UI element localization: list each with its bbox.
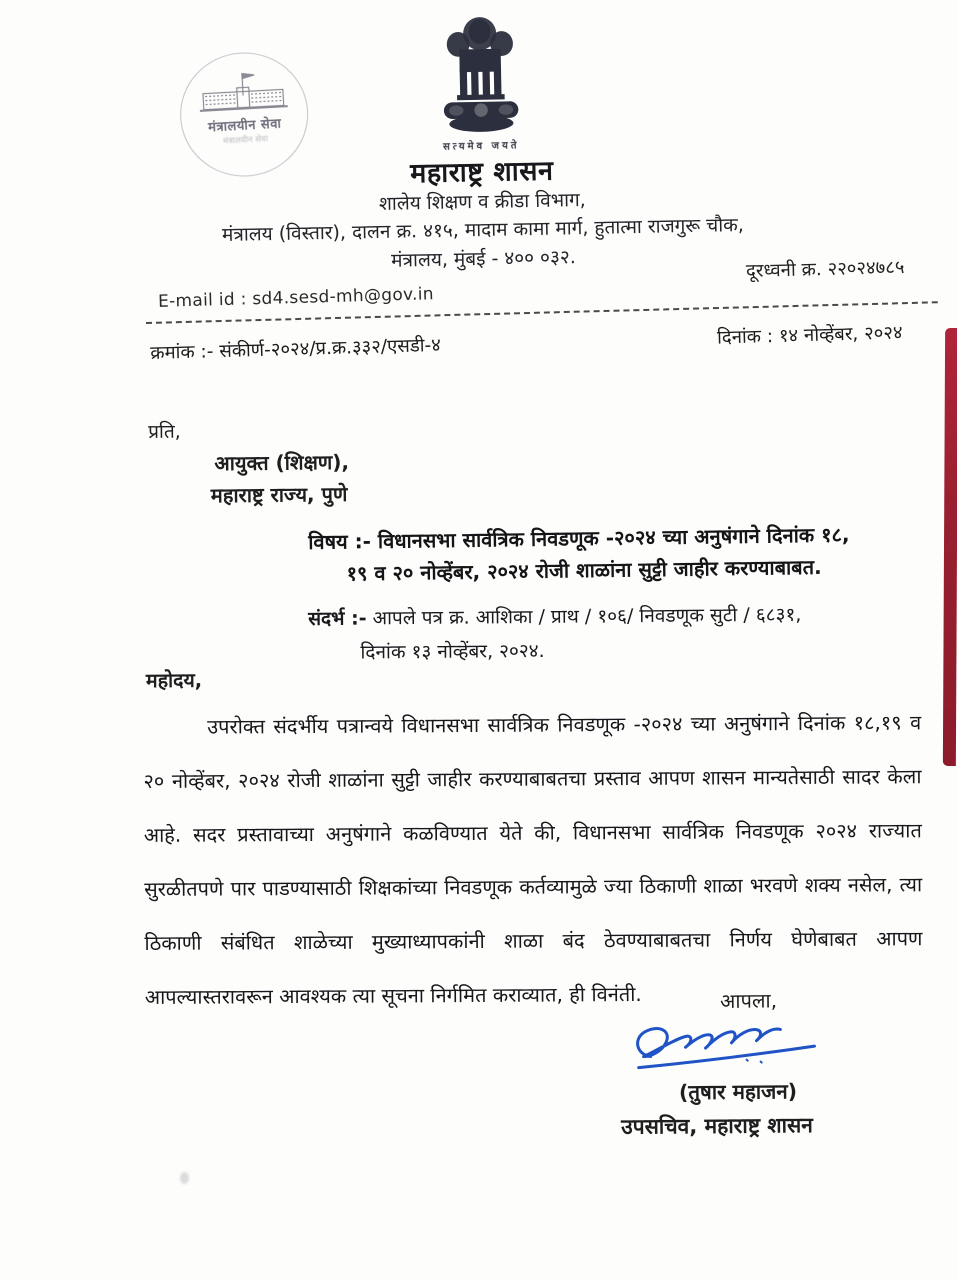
ashoka-lion-capital-icon — [427, 13, 533, 137]
scan-artifact — [180, 1172, 189, 1184]
subject-line-2: १९ व २० नोव्हेंबर, २०२४ रोजी शाळांना सुट्टी जाहीर करण्याबाबत. — [346, 554, 822, 586]
address-line-2: मंत्रालय, मुंबई - ४०० ०३२. — [390, 246, 576, 272]
signatory-title: उपसचिव, महाराष्ट्र शासन — [621, 1113, 814, 1139]
body-line: आपल्यास्तरावरून आवश्यक त्या सूचना निर्गमित कराव्यात, ही विनंती. — [144, 981, 642, 1009]
subject-line-1: विषय :- विधानसभा सार्वत्रिक निवडणूक -२०२४ च्या अनुषंगाने दिनांक १८, — [308, 522, 850, 554]
subject-label: विषय :- — [308, 529, 372, 554]
signatory-name: (तुषार महाजन) — [678, 1079, 798, 1105]
emblem-motto: सत्यमेव जयते — [443, 140, 520, 153]
recipient-line-1: आयुक्त (शिक्षण), — [214, 449, 350, 476]
recipient-block — [148, 416, 350, 509]
email-id: E-mail id : sd4.sesd-mh@gov.in — [157, 284, 435, 312]
reference-line-1: संदर्भ :- आपले पत्र क्र. आशिका / प्राथ / १०६/ निवडणूक सुटी / ६८३१, — [308, 603, 802, 630]
signature-ink — [628, 1019, 829, 1083]
recipient-line-2: महाराष्ट्र राज्य, पुणे — [210, 481, 348, 508]
government-title: महाराष्ट्र शासन — [409, 155, 554, 190]
stamp-label-echo: मंत्रालयीन सेवा — [222, 134, 269, 147]
closing-block — [600, 985, 921, 1141]
reference-block — [308, 597, 909, 670]
national-emblem — [0, 5, 957, 161]
body-line: २० नोव्हेंबर, २०२४ रोजी शाळांना सुट्टी जाहीर करण्याबाबतचा प्रस्ताव आपण शासन मान्यतेसाठी सादर केला — [143, 764, 922, 793]
red-edge-strip — [943, 328, 957, 766]
body-line: ठिकाणी संबंधित शाळेच्या मुख्याध्यापकांनी शाळा बंद ठेवण्याबाबतचा निर्णय घेणेबाबत आपण — [144, 926, 923, 955]
body-line: उपरोक्त संदर्भीय पत्रान्वये विधानसभा सार्वत्रिक निवडणूक -२०२४ च्या अनुषंगाने दिनांक १८,१९ व — [207, 710, 922, 739]
body-line: आहे. सदर प्रस्तावाच्या अनुषंगाने कळविण्यात येते की, विधानसभा सार्वत्रिक निवडणूक २०२४ राज्यात — [143, 818, 922, 847]
body-salutation: महोदय, — [145, 668, 203, 693]
body-line: सुरळीतपणे पार पाडण्यासाठी शिक्षकांच्या निवडणूक कर्तव्यामुळे ज्या ठिकाणी शाळा भरवणे शक्य नसेल, त्या — [144, 872, 923, 901]
recipient-salutation: प्रति, — [148, 420, 181, 443]
department-name: शालेय शिक्षण व क्रीडा विभाग, — [378, 188, 586, 215]
reference-label: संदर्भ :- — [308, 607, 367, 630]
letter-body — [143, 695, 923, 1024]
stamp-label: मंत्रालयीन सेवा — [207, 116, 282, 136]
subject-block — [308, 517, 919, 590]
phone-number: दूरध्वनी क्र. २२०२४७८५ — [746, 257, 906, 282]
letter-reference-number: क्रमांक :- संकीर्ण-२०२४/प्र.क्र.३३२/एसडी-४ — [150, 334, 442, 364]
reference-line-2: दिनांक १३ नोव्हेंबर, २०२४. — [360, 639, 545, 664]
letter-date: दिनांक : १४ नोव्हेंबर, २०२४ — [717, 322, 904, 349]
address-line-1: मंत्रालय (विस्तार), दालन क्र. ४१५, मादाम कामा मार्ग, हुतात्मा राजगुरू चौक, — [221, 213, 745, 246]
valediction: आपला, — [720, 988, 778, 1013]
